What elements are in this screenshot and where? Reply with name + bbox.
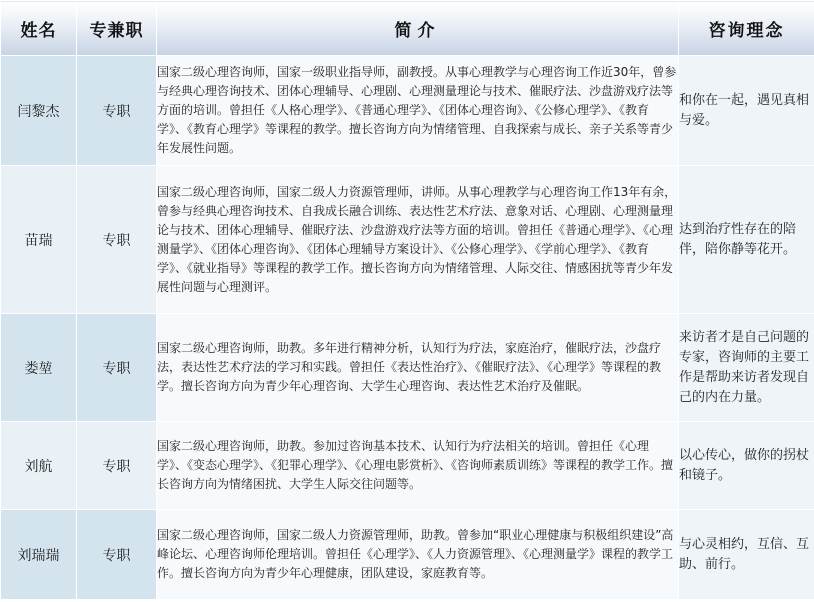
- header-intro: 简介: [157, 1, 679, 56]
- header-row: [1, 1, 814, 56]
- counseling-philosophy: 和你在一起，遇见真相与爱。: [679, 56, 814, 166]
- counseling-philosophy: 来访者才是自己问题的专家，咨询师的主要工作是帮助来访者发现自己的内在力量。: [679, 314, 814, 422]
- counselor-intro: 国家二级心理咨询师，国家二级人力资源管理师，讲师。从事心理教学与心理咨询工作13年有余，曾参与经典心理咨询技术、自我成长融合训练、表达性艺术疗法、意象对话、心理剧、心理测量理论与技术、团体心理辅导、催眠疗法、沙盘游戏疗法等方面的培训。曾担任《普通心理学》、《心理测量学》、《团体心理咨询》、《团体心理辅导方案设计》、《公修心理学》、《学前心理学》、《教育学》、《就业指导》等课程的教学工作。擅长咨询方向为情绪管理、人际交往、情感困扰等青少年发展性问题与心理测评。: [157, 166, 679, 314]
- table-row: [1, 510, 814, 600]
- counselor-intro: 国家二级心理咨询师，国家二级人力资源管理师，助教。曾参加“职业心理健康与积极组织建设”高峰论坛、心理咨询师伦理培训。曾担任《心理学》、《人力资源管理》、《心理测量学》课程的教学工作。擅长咨询方向为青少年心理健康，团队建设，家庭教育等。: [157, 510, 679, 600]
- employment-type: 专职: [77, 422, 157, 510]
- table-row: [1, 56, 814, 166]
- employment-type: 专职: [77, 510, 157, 600]
- counselor-name: 刘瑞瑞: [1, 510, 77, 600]
- counseling-philosophy: 达到治疗性存在的陪伴，陪你静等花开。: [679, 166, 814, 314]
- employment-type: 专职: [77, 166, 157, 314]
- table-row: [1, 422, 814, 510]
- counselor-name: 娄堃: [1, 314, 77, 422]
- counselor-name: 苗瑞: [1, 166, 77, 314]
- header-type: 专兼职: [77, 1, 157, 56]
- table-row: [1, 314, 814, 422]
- counselor-intro: 国家二级心理咨询师，助教。多年进行精神分析，认知行为疗法，家庭治疗，催眠疗法，沙盘疗法，表达性艺术疗法的学习和实践。曾担任《表达性治疗》、《催眠疗法》、《心理学》等课程的教学。擅长咨询方向为青少年心理咨询、大学生心理咨询、表达性艺术治疗及催眠。: [157, 314, 679, 422]
- header-philosophy: 咨询理念: [679, 1, 814, 56]
- counseling-philosophy: 以心传心，做你的拐杖和镜子。: [679, 422, 814, 510]
- header-name: 姓名: [1, 1, 77, 56]
- counselor-intro: 国家二级心理咨询师，国家一级职业指导师，副教授。从事心理教学与心理咨询工作近30年，曾参与经典心理咨询技术、团体心理辅导、心理剧、心理测量理论与技术、催眠疗法、沙盘游戏疗法等方面的培训。曾担任《人格心理学》、《普通心理学》、《团体心理咨询》、《公修心理学》、《教育学》、《教育心理学》等课程的教学。擅长咨询方向为情绪管理、自我探索与成长、亲子关系等青少年发展性问题。: [157, 56, 679, 166]
- counselor-name: 闫黎杰: [1, 56, 77, 166]
- table-row: [1, 166, 814, 314]
- counselor-name: 刘航: [1, 422, 77, 510]
- employment-type: 专职: [77, 56, 157, 166]
- counselor-intro: 国家二级心理咨询师，助教。参加过咨询基本技术、认知行为疗法相关的培训。曾担任《心理学》、《变态心理学》、《犯罪心理学》、《心理电影赏析》、《咨询师素质训练》等课程的教学工作。擅长咨询方向为情绪困扰、大学生人际交往问题等。: [157, 422, 679, 510]
- employment-type: 专职: [77, 314, 157, 422]
- counseling-philosophy: 与心灵相约，互信、互助、前行。: [679, 510, 814, 600]
